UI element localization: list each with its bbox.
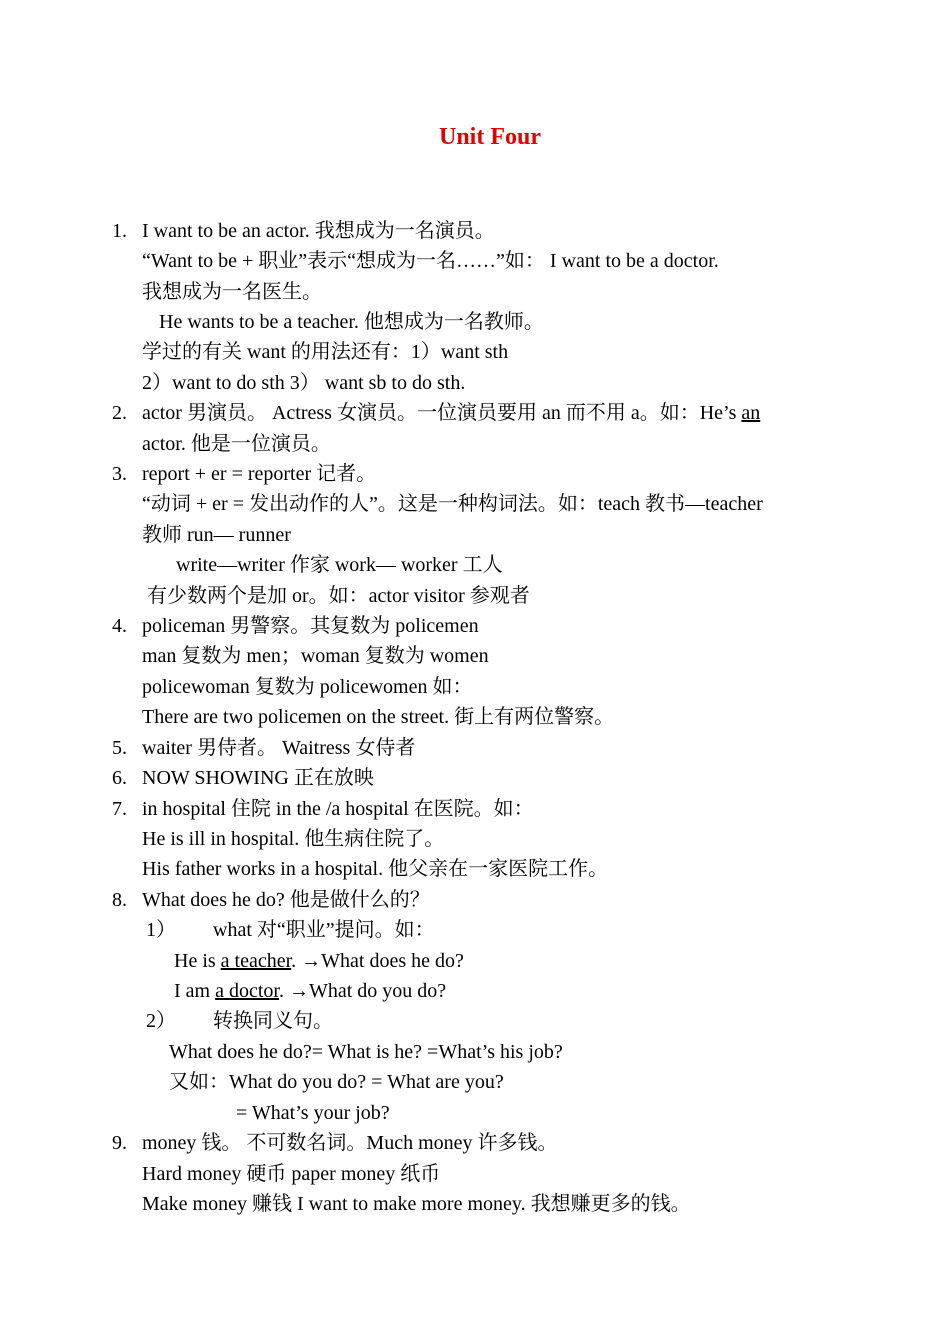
item-line: Hard money 硬币 paper money 纸币 bbox=[142, 1163, 441, 1185]
item-text: . →What does he do? bbox=[291, 950, 464, 972]
item-number: 8. bbox=[112, 889, 127, 911]
item-line bbox=[174, 946, 464, 976]
item-number: 1. bbox=[112, 220, 127, 242]
sub-item-number: 2） bbox=[146, 1010, 176, 1032]
item-number: 7. bbox=[112, 798, 127, 820]
item-line: 转换同义句。 bbox=[213, 1010, 333, 1032]
item-number: 9. bbox=[112, 1132, 127, 1154]
item-line: report + er = reporter 记者。 bbox=[142, 463, 377, 485]
item-line: NOW SHOWING 正在放映 bbox=[142, 767, 374, 789]
item-line: 有少数两个是加 or。如：actor visitor 参观者 bbox=[147, 585, 530, 607]
item-line: 2）want to do sth 3） want sb to do sth. bbox=[142, 372, 466, 394]
item-line: write—writer 作家 work— worker 工人 bbox=[176, 554, 503, 576]
item-line: Make money 赚钱 I want to make more money. 我想赚更多的钱。 bbox=[142, 1193, 691, 1215]
underlined-word: an bbox=[741, 402, 761, 424]
item-line: 学过的有关 want 的用法还有：1）want sth bbox=[142, 341, 509, 363]
item-line: man 复数为 men；woman 复数为 women bbox=[142, 645, 489, 667]
item-text: He is bbox=[174, 950, 221, 972]
document-title: Unit Four bbox=[439, 124, 541, 150]
item-line: waiter 男侍者。 Waitress 女侍者 bbox=[142, 737, 416, 759]
item-line: I want to be an actor. 我想成为一名演员。 bbox=[142, 220, 495, 242]
item-number: 4. bbox=[112, 615, 127, 637]
underlined-phrase: a teacher bbox=[220, 950, 292, 972]
item-line: money 钱。 不可数名词。Much money 许多钱。 bbox=[142, 1132, 558, 1154]
item-line: in hospital 住院 in the /a hospital 在医院。如： bbox=[142, 798, 534, 820]
item-number: 3. bbox=[112, 463, 127, 485]
item-number: 2. bbox=[112, 402, 127, 424]
item-number: 5. bbox=[112, 737, 127, 759]
item-text: . →What do you do? bbox=[278, 980, 447, 1002]
item-line: He is ill in hospital. 他生病住院了。 bbox=[142, 828, 445, 850]
item-line: policeman 男警察。其复数为 policemen bbox=[142, 615, 479, 637]
underlined-phrase: a doctor bbox=[215, 980, 279, 1002]
sub-item-number: 1） bbox=[146, 919, 176, 941]
item-line: = What’s your job? bbox=[236, 1102, 390, 1124]
item-line bbox=[174, 976, 446, 1006]
item-line: What does he do?= What is he? =What’s his job? bbox=[169, 1041, 563, 1063]
item-line: 教师 run— runner bbox=[142, 524, 291, 546]
item-line: There are two policemen on the street. 街上有两位警察。 bbox=[142, 706, 615, 728]
item-line: 我想成为一名医生。 bbox=[142, 281, 322, 303]
item-line: 又如：What do you do? = What are you? bbox=[169, 1071, 504, 1093]
item-line: What does he do? 他是做什么的？ bbox=[142, 889, 430, 911]
item-text: actor 男演员。 Actress 女演员。一位演员要用 an 而不用 a。如：He’s bbox=[142, 402, 742, 424]
item-line: actor. 他是一位演员。 bbox=[142, 433, 331, 455]
item-line bbox=[142, 398, 760, 428]
item-line: “动词 + er = 发出动作的人”。这是一种构词法。如：teach 教书—teacher bbox=[142, 493, 763, 515]
item-line: policewoman 复数为 policewomen 如： bbox=[142, 676, 473, 698]
item-line: He wants to be a teacher. 他想成为一名教师。 bbox=[159, 311, 544, 333]
item-line: His father works in a hospital. 他父亲在一家医院工作。 bbox=[142, 858, 609, 880]
item-number: 6. bbox=[112, 767, 127, 789]
item-text: I am bbox=[174, 980, 216, 1002]
item-line: what 对“职业”提问。如： bbox=[213, 919, 435, 941]
item-line: “Want to be + 职业”表示“想成为一名……”如： I want to be a doctor. bbox=[142, 250, 719, 272]
